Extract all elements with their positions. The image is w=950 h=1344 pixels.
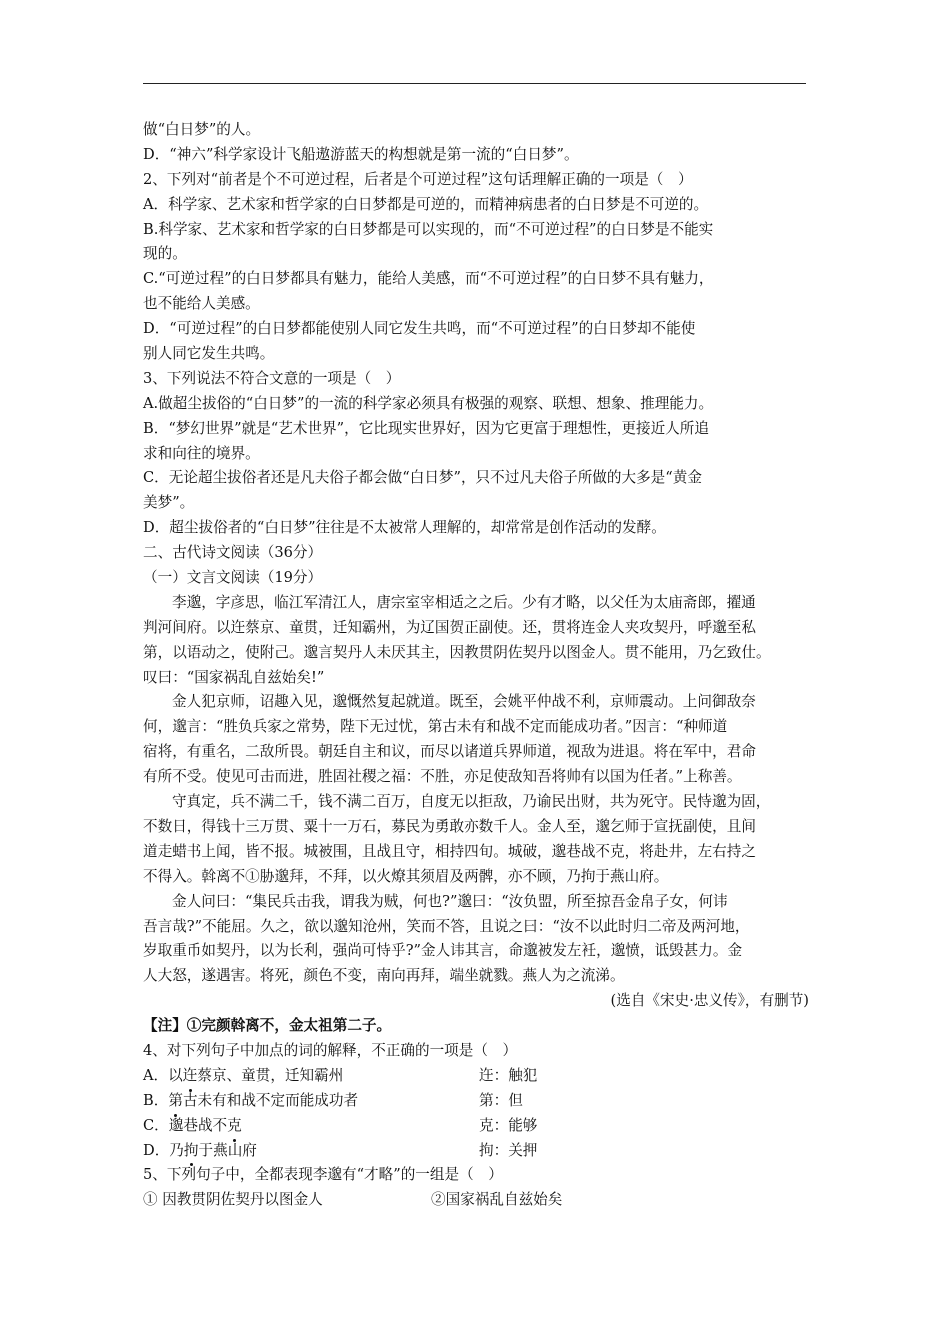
sentence-part: 于燕山府 (198, 1141, 257, 1159)
passage-line: 守真定，兵不满二千，钱不满二百万，自度无以拒敌，乃谕民出财，共为死守。民恃邈为固， (172, 793, 771, 811)
sentence-part: A．以 (143, 1066, 183, 1084)
sentence-part: B． (143, 1091, 169, 1109)
annotation-note: 【注】①完颜斡离不，金太祖第二子。 (143, 1017, 392, 1035)
passage-line: 宿将，有重名，二敌所畏。朝廷自主和议，而尽以诸道兵界师道，视敌为进退。将在军中，君命 (143, 743, 756, 761)
question-5-stem: 5、下列句子中，全都表现李邈有“才略”的一组是（ ） (143, 1166, 503, 1184)
q4-option-explanation: 拘：关押 (479, 1141, 538, 1159)
passage-line: 有所不受。使见可击而进，胜固社稷之福：不胜，亦足使敌知吾将帅有以国为任者。”上称善。 (143, 768, 742, 786)
sentence-part: C．邈巷战不 (143, 1116, 228, 1134)
q5-item-1: ① 因教贯阴佐契丹以图金人 (143, 1191, 323, 1209)
text-line: 也不能给人美感。 (143, 295, 260, 313)
q4-option (143, 1064, 813, 1089)
q4-option-sentence (143, 1139, 479, 1164)
passage-line: 不得入。斡离不①胁邈拜，不拜，以火燎其须眉及两髀，亦不顾，乃拘于燕山府。 (143, 867, 669, 885)
text-line: 3、下列说法不符合文意的一项是（ ） (143, 369, 401, 387)
text-line: D．超尘拔俗者的“白日梦”往往是不太被常人理解的，却常常是创作活动的发酵。 (143, 519, 666, 537)
text-line: 别人同它发生共鸣。 (143, 345, 275, 363)
text-line: B．“梦幻世界”就是“艺术世界”，它比现实世界好，因为它更富于理想性，更接近人所追 (143, 419, 709, 437)
passage-line: 叹曰：“国家祸乱自兹始矣!” (143, 668, 325, 686)
text-line: 二、古代诗文阅读（36分） (143, 544, 323, 562)
text-line: C.“可逆过程”的白日梦都具有魅力，能给人美感，而“不可逆过程”的白日梦不具有魅力， (143, 270, 714, 288)
question-4-stem: 4、对下列句子中加点的词的解释，不正确的一项是（ ） (143, 1041, 518, 1059)
sentence-part: 古未有和战不定而能成功者 (182, 1091, 359, 1109)
q4-option-explanation: 迕：触犯 (479, 1066, 538, 1084)
text-line: D．“可逆过程”的白日梦都能使别人同它发生共鸣，而“不可逆过程”的白日梦却不能使 (143, 320, 696, 338)
text-line: 求和向往的境界。 (143, 444, 260, 462)
dotted-word: 第 (168, 1089, 183, 1114)
passage-line: 判河间府。以迕蔡京、童贯，迁知霸州，为辽国贺正副使。还，贯将连金人夹攻契丹，呼邈至私 (143, 618, 756, 636)
passage-line: 李邈，字彦思，临江军清江人，唐宗室宰相适之之后。少有才略，以父任为太庙斋郎，擢通 (172, 593, 756, 611)
text-line: 2、下列对“前者是个不可逆过程，后者是个可逆过程”这句话理解正确的一项是（ ） (143, 170, 693, 188)
question-4-options (143, 1064, 813, 1164)
passage-line: 岁取重币如契丹，以为长利，强尚可恃乎?”金人讳其言，命邈被发左衽，邈愤，诋毁甚力。金 (143, 942, 743, 960)
passage-line: 何，邈言：“胜负兵家之常势，陛下无过忧，第古未有和战不定而能成功者。”因言：“种师道 (143, 718, 728, 736)
question-5-items (143, 1188, 813, 1213)
passage-line: 第，以语动之，使附己。邈言契丹人未厌其主，因教贯阴佐契丹以图金人。贯不能用，乃乞致仕。 (143, 643, 771, 661)
text-line: A．科学家、艺术家和哲学家的白日梦都是可逆的，而精神病患者的白日梦是不可逆的。 (143, 195, 709, 213)
q4-option (143, 1089, 813, 1114)
text-line: C．无论超尘拔俗者还是凡夫俗子都会做“白日梦”，只不过凡夫俗子所做的大多是“黄金 (143, 469, 702, 487)
text-line: 现的。 (143, 245, 187, 263)
passage-line: 吾言哉?”不能屈。久之，欲以邈知沧州，笑而不答，且说之曰：“汝不以此时归二帝及两河地， (143, 917, 750, 935)
passage-line: 道走蜡书上闻，皆不报。城被围，且战且守，相持四旬。城破，邈巷战不克，将赴井，左右持之 (143, 842, 756, 860)
text-line: B.科学家、艺术家和哲学家的白日梦都是可以实现的，而“不可逆过程”的白日梦是不能实 (143, 220, 714, 238)
q4-option-explanation: 第：但 (479, 1091, 523, 1109)
passage-line: 金人犯京师，诏趣入见，邈慨然复起就道。既至，会姚平仲战不利，京师震动。上问御敌奈 (172, 693, 756, 711)
q4-option-explanation: 克：能够 (479, 1116, 538, 1134)
text-line: D．“神六”科学家设计飞船遨游蓝天的构想就是第一流的“白日梦”。 (143, 145, 579, 163)
text-line: （一）文言文阅读（19分） (143, 569, 323, 587)
passage-line: 不数日，得钱十三万贯、粟十一万石，募民为勇敢亦数千人。金人至，邈乞师于宣抚副使，且间 (143, 817, 756, 835)
sentence-part: 蔡京、童贯，迁知霸州 (197, 1066, 344, 1084)
header-rule (143, 83, 806, 84)
q4-option (143, 1139, 813, 1164)
q5-item-2: ②国家祸乱自兹始矣 (431, 1191, 563, 1209)
dotted-word: 拘 (184, 1139, 199, 1164)
q4-option-sentence (143, 1089, 479, 1114)
sentence-part: D．乃 (143, 1141, 184, 1159)
passage-line: 金人问曰：“集民兵击我，谓我为贼，何也?”邈曰：“汝负盟，所至掠吾金帛子女，何讳 (172, 892, 728, 910)
passage-source: (选自《宋史·忠义传》，有删节) (610, 992, 809, 1010)
classical-passage (143, 591, 813, 989)
text-line: 美梦”。 (143, 494, 195, 512)
dotted-word: 迕 (183, 1064, 198, 1089)
passage-line: 人大怒，遂遇害。将死，颜色不变，南向再拜，端坐就戮。燕人为之流涕。 (143, 967, 625, 985)
text-line: A.做超尘拔俗的“白日梦”的一流的科学家必须具有极强的观察、联想、想象、推理能力。 (143, 394, 714, 412)
q4-option (143, 1114, 813, 1139)
q4-option-sentence (143, 1114, 479, 1139)
reading-questions (143, 118, 813, 591)
q4-option-sentence (143, 1064, 479, 1089)
dotted-word: 克 (227, 1114, 242, 1139)
text-line: 做“白日梦”的人。 (143, 121, 261, 138)
document-body (143, 118, 813, 1213)
